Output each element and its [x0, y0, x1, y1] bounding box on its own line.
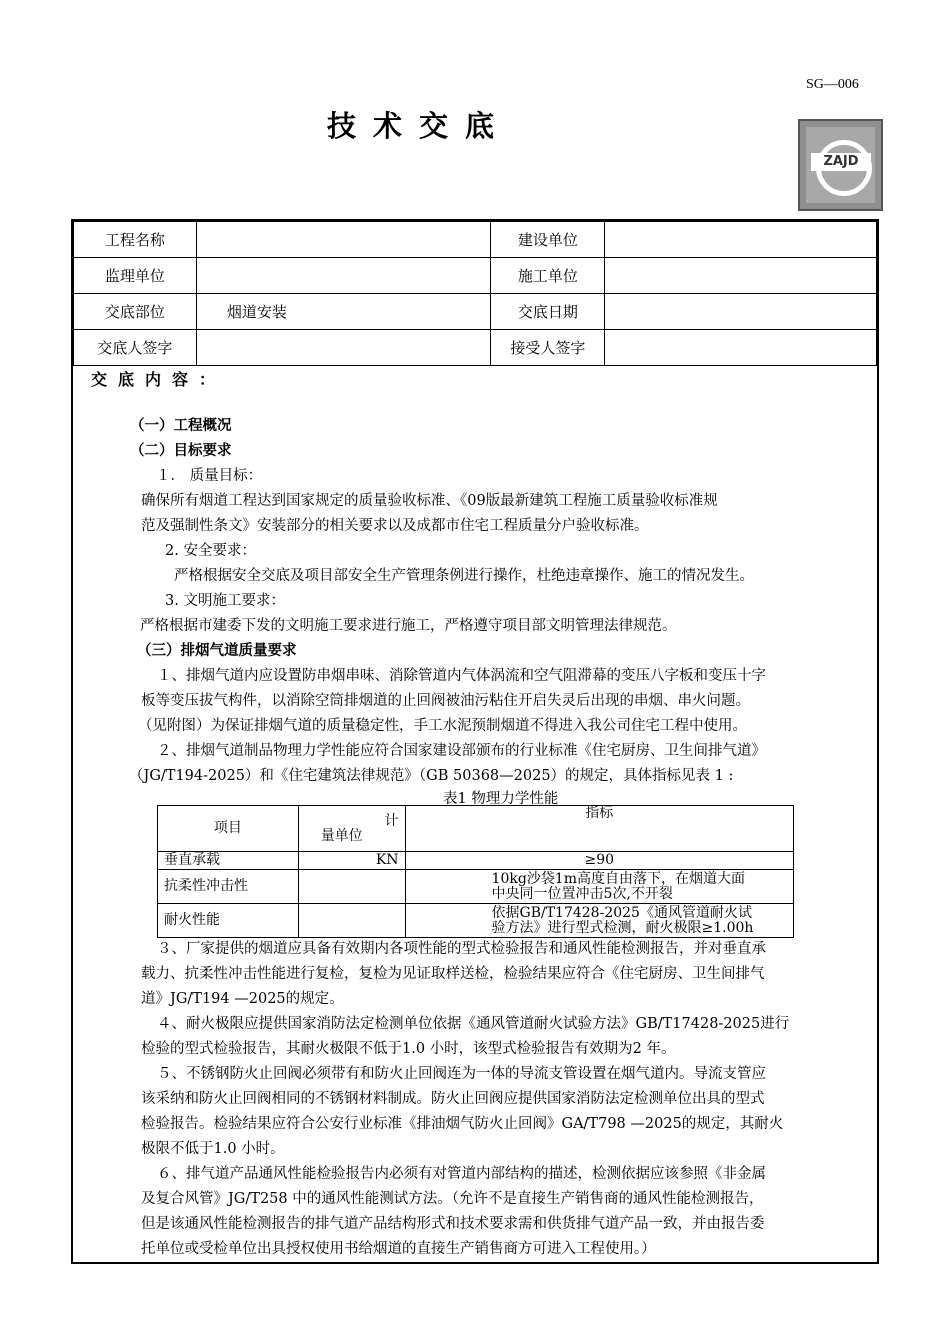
table-row: [158, 904, 794, 938]
info-table: [73, 221, 877, 366]
subsection-title: 2. 安全要求：: [165, 543, 256, 559]
paragraph-line: 板等变压拔气构件，以消除空筒排烟道的止回阀被油污粘住开启失灵后出现的串烟、串火问题。: [141, 693, 750, 709]
label-briefing-part: 交底部位: [74, 294, 197, 330]
table-row: [158, 870, 794, 904]
header-unit-bottom: 量单位: [320, 827, 363, 844]
content-body: [129, 414, 871, 789]
content-heading: 交底内容：: [91, 370, 227, 389]
cell-indicator: [405, 870, 793, 904]
paragraph-line: 严格根据市建委下发的文明施工要求进行施工，严格遵守项目部文明管理法律规范。: [140, 618, 677, 634]
document-title: 技术交底: [327, 109, 512, 143]
subsection-title: 3. 文明施工要求：: [165, 593, 285, 609]
paragraph-line: （JG/T194-2025）和《住宅建筑法律规范》（GB 50368—2025）的规定，具体指标见表 1 :: [129, 768, 734, 784]
section-heading: （二）目标要求: [130, 443, 232, 459]
paragraph-line: 及复合风管》JG/T258 中的通风性能测试方法。（允许不是直接生产销售商的通风性能检测报告，: [141, 1191, 764, 1207]
cell-indicator-line: 10kg沙袋1m高度自由落下，在烟道大面: [491, 870, 745, 887]
cell-item: 耐火性能: [158, 904, 299, 938]
company-logo: [798, 119, 883, 211]
label-briefer-signature: 交底人签字: [74, 330, 197, 366]
header-unit: [298, 806, 405, 852]
label-project-name: 工程名称: [74, 222, 197, 258]
label-receiver-signature: 接受人签字: [491, 330, 605, 366]
document-code: SG—006: [806, 77, 859, 92]
paragraph-line: １、排烟气道内应设置防串烟串味、消除管道内气体涡流和空气阻滞幕的变压八字板和变压十字: [157, 668, 766, 684]
paragraph-line: 该采纳和防火止回阀相同的不锈钢材料制成。防火止回阀应提供国家消防法定检测单位出具的型式: [141, 1091, 765, 1107]
cell-indicator: ≥90: [405, 852, 793, 870]
briefing-part-field[interactable]: 烟道安装: [196, 294, 491, 330]
cell-indicator-line: 依据GB/T17428-2025《通风管道耐火试: [491, 904, 752, 921]
cell-unit: KN: [298, 852, 405, 870]
table-row: [74, 222, 877, 258]
table-row: [74, 258, 877, 294]
cell-item: 垂直承载: [158, 852, 299, 870]
paragraph-line: ４、耐火极限应提供国家消防法定检测单位依据《通风管道耐火试验方法》GB/T17428-2025进行: [157, 1016, 790, 1032]
paragraph-line: 检验的型式检验报告，其耐火极限不低于1.0 小时，该型式检验报告有效期为2 年。: [141, 1041, 676, 1057]
supervisor-field[interactable]: [196, 258, 491, 294]
table-caption: 表1 物理力学性能: [443, 791, 559, 807]
paragraph-line: ３、厂家提供的烟道应具备有效期内各项性能的型式检验报告和通风性能检测报告，并对垂直承: [157, 941, 766, 957]
table-row: [74, 294, 877, 330]
paragraph-line: 确保所有烟道工程达到国家规定的质量验收标准、《09版最新建筑工程施工质量验收标准规: [141, 493, 718, 509]
logo-text: ZAJD: [811, 153, 871, 171]
client-field[interactable]: [605, 222, 877, 258]
subsection-title: １． 质量目标：: [156, 468, 263, 484]
label-contractor: 施工单位: [491, 258, 605, 294]
paragraph-line: 极限不低于1.0 小时。: [141, 1141, 285, 1157]
table-row: [158, 852, 794, 870]
paragraph-line: 道》JG/T194 —2025的规定。: [141, 991, 344, 1007]
header-unit-top: 计: [384, 812, 399, 829]
label-briefing-date: 交底日期: [491, 294, 605, 330]
paragraph-line: 检验报告。检验结果应符合公安行业标准《排油烟气防火止回阀》GA/T798 —2025的规定，其耐火: [141, 1116, 784, 1132]
paragraph-line: 载力、抗柔性冲击性能进行复检，复检为见证取样送检，检验结果应符合《住宅厨房、卫生间排气: [141, 966, 765, 982]
section-heading: （三）排烟气道质量要求: [137, 643, 297, 659]
paragraph-line: （见附图）为保证排烟气道的质量稳定性，手工水泥预制烟道不得进入我公司住宅工程中使用。: [138, 718, 747, 734]
spec-table: [157, 805, 794, 938]
header-indicator: 指标: [405, 806, 793, 852]
label-supervisor: 监理单位: [74, 258, 197, 294]
section-heading: （一）工程概况: [130, 418, 232, 434]
label-client: 建设单位: [491, 222, 605, 258]
briefing-date-field[interactable]: [605, 294, 877, 330]
paragraph-line: 但是该通风性能检测报告的排气道产品结构形式和技术要求需和供货排气道产品一致，并由报告委: [141, 1216, 765, 1232]
cell-indicator: [405, 904, 793, 938]
header-item: 项目: [158, 806, 299, 852]
cell-unit: [298, 870, 405, 904]
briefer-signature-field[interactable]: [196, 330, 491, 366]
receiver-signature-field[interactable]: [605, 330, 877, 366]
contractor-field[interactable]: [605, 258, 877, 294]
content-body-continued: [141, 937, 871, 1262]
cell-item: 抗柔性冲击性: [158, 870, 299, 904]
project-name-field[interactable]: [196, 222, 491, 258]
cell-unit: [298, 904, 405, 938]
table-row: [74, 330, 877, 366]
cell-indicator-line: 中央同一位置冲击5次,不开裂: [491, 885, 673, 902]
paragraph-line: ６、排气道产品通风性能检验报告内必须有对管道内部结构的描述，检测依据应该参照《非金属: [157, 1166, 766, 1182]
paragraph-line: 范及强制性条文》安装部分的相关要求以及成都市住宅工程质量分户验收标准。: [141, 518, 649, 534]
paragraph-line: ２、排烟气道制品物理力学性能应符合国家建设部颁布的行业标准《住宅厨房、卫生间排气道》: [157, 743, 766, 759]
paragraph-line: 严格根据安全交底及项目部安全生产管理条例进行操作，杜绝违章操作、施工的情况发生。: [174, 568, 754, 584]
cell-indicator-line: 验方法》进行型式检测，耐火极限≥1.00h: [491, 919, 754, 936]
paragraph-line: ５、不锈钢防火止回阀必须带有和防火止回阀连为一体的导流支管设置在烟气道内。导流支管应: [157, 1066, 766, 1082]
paragraph-line: 托单位或受检单位出具授权使用书给烟道的直接生产销售商方可进入工程使用。）: [141, 1241, 656, 1257]
table-row: [158, 806, 794, 852]
